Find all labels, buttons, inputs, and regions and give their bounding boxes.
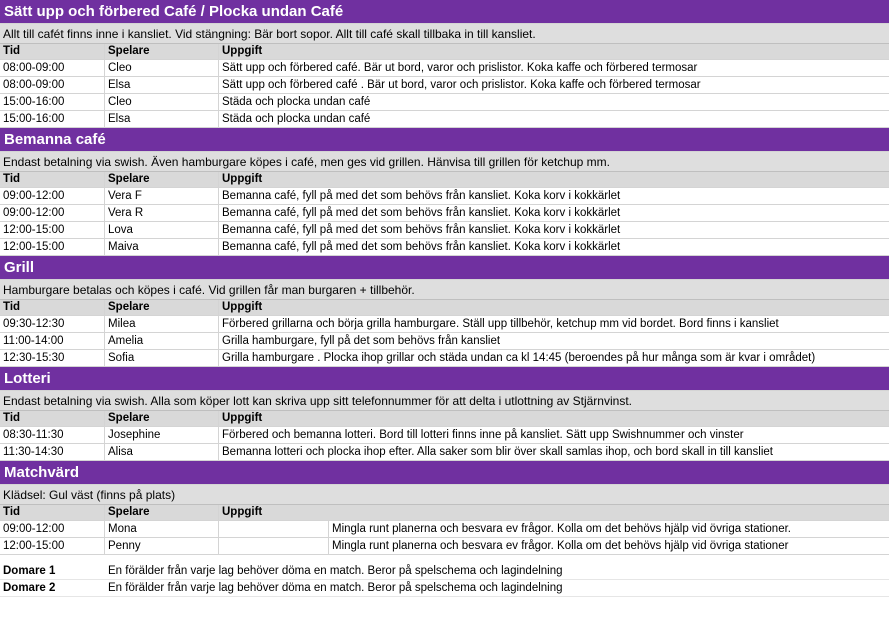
column-header-row — [0, 505, 889, 521]
table-row — [0, 239, 889, 256]
section-note[interactable]: Klädsel: Gul väst (finns på plats) — [0, 485, 889, 505]
cell-time[interactable]: 11:00-14:00 — [0, 333, 105, 349]
cell-task-split — [219, 538, 889, 554]
table-row — [0, 94, 889, 111]
cell-task[interactable]: Förbered grillarna och börja grilla hamburgare. Ställ upp tillbehör, ketchup mm vid bordet. Bord finns i kansliet — [222, 318, 779, 330]
cell-player[interactable]: Alisa — [105, 444, 219, 460]
cell-task[interactable]: Bemanna café, fyll på med det som behövs från kansliet. Koka korv i kokkärlet — [222, 224, 621, 236]
header-tid[interactable]: Tid — [0, 172, 105, 187]
cell-player[interactable]: Cleo — [105, 60, 219, 76]
header-spelare[interactable]: Spelare — [105, 300, 219, 315]
table-row — [0, 538, 889, 555]
cell-empty[interactable] — [219, 538, 329, 554]
column-header-row — [0, 172, 889, 188]
table-row — [0, 222, 889, 239]
cell-player[interactable]: Elsa — [105, 111, 219, 127]
cell-task[interactable]: Bemanna lotteri och plocka ihop efter. Alla saker som blir över skall samlas ihop, och bord skall in till kansliet — [222, 446, 773, 458]
cell-time[interactable]: 11:30-14:30 — [0, 444, 105, 460]
header-uppgift[interactable]: Uppgift — [222, 412, 263, 424]
cell-task[interactable]: Bemanna café, fyll på med det som behövs från kansliet. Koka korv i kokkärlet — [222, 190, 621, 202]
table-row — [0, 427, 889, 444]
referee-text[interactable]: En förälder från varje lag behöver döma en match. Beror på spelschema och lagindelning — [108, 565, 563, 577]
column-header-row — [0, 44, 889, 60]
cell-task[interactable]: Städa och plocka undan café — [222, 96, 371, 108]
referee-label[interactable]: Domare 2 — [3, 582, 56, 594]
table-row — [0, 111, 889, 128]
referee-text[interactable]: En förälder från varje lag behöver döma en match. Beror på spelschema och lagindelning — [108, 582, 563, 594]
cell-task[interactable]: Mingla runt planerna och besvara ev frågor. Kolla om det behövs hjälp vid övriga stationer — [332, 540, 789, 552]
cell-task[interactable]: Grilla hamburgare . Plocka ihop grillar och städa undan ca kl 14:45 (beroendes på hur många som är kvar i området) — [222, 352, 816, 364]
section-note[interactable]: Allt till cafét finns inne i kansliet. Vid stängning: Bär bort sopor. Allt till café skall tillbaka in till kansliet. — [0, 24, 889, 44]
header-uppgift[interactable]: Uppgift — [222, 173, 263, 185]
table-row — [0, 316, 889, 333]
cell-task[interactable]: Sätt upp och förbered café. Bär ut bord, varor och prislistor. Koka kaffe och förbered termosar — [222, 62, 698, 74]
referee-label[interactable]: Domare 1 — [3, 565, 56, 577]
cell-player[interactable]: Lova — [105, 222, 219, 238]
cell-player[interactable]: Vera F — [105, 188, 219, 204]
table-row — [0, 188, 889, 205]
cell-time[interactable]: 12:00-15:00 — [0, 538, 105, 554]
section-title[interactable]: Matchvärd — [0, 461, 889, 485]
cell-time[interactable]: 08:00-09:00 — [0, 77, 105, 93]
table-row — [0, 333, 889, 350]
cell-time[interactable]: 12:00-15:00 — [0, 222, 105, 238]
header-uppgift[interactable]: Uppgift — [222, 506, 263, 518]
header-spelare[interactable]: Spelare — [105, 172, 219, 187]
cell-time[interactable]: 09:00-12:00 — [0, 205, 105, 221]
section-title[interactable]: Bemanna café — [0, 128, 889, 152]
cell-time[interactable]: 15:00-16:00 — [0, 111, 105, 127]
header-uppgift[interactable]: Uppgift — [222, 301, 263, 313]
section-title[interactable]: Sätt upp och förbered Café / Plocka undan Café — [0, 0, 889, 24]
cell-task-split — [219, 521, 889, 537]
cell-task[interactable]: Bemanna café, fyll på med det som behövs från kansliet. Koka korv i kokkärlet — [222, 241, 621, 253]
column-header-row — [0, 411, 889, 427]
cell-player[interactable]: Amelia — [105, 333, 219, 349]
section-note[interactable]: Endast betalning via swish. Även hamburgare köpes i café, men ges vid grillen. Hänvisa till grillen för ketchup mm. — [0, 152, 889, 172]
header-spelare[interactable]: Spelare — [105, 44, 219, 59]
spacer-row — [0, 555, 889, 563]
cell-time[interactable]: 08:30-11:30 — [0, 427, 105, 443]
section-title[interactable]: Lotteri — [0, 367, 889, 391]
section-title[interactable]: Grill — [0, 256, 889, 280]
cell-time[interactable]: 08:00-09:00 — [0, 60, 105, 76]
cell-time[interactable]: 09:30-12:30 — [0, 316, 105, 332]
cell-task[interactable]: Bemanna café, fyll på med det som behövs från kansliet. Koka korv i kokkärlet — [222, 207, 621, 219]
header-tid[interactable]: Tid — [0, 505, 105, 520]
cell-time[interactable]: 12:00-15:00 — [0, 239, 105, 255]
table-row — [0, 60, 889, 77]
cell-task[interactable]: Förbered och bemanna lotteri. Bord till lotteri finns inne på kansliet. Sätt upp Swishnummer och vinster — [222, 429, 744, 441]
section-note[interactable]: Hamburgare betalas och köpes i café. Vid grillen får man burgaren + tillbehör. — [0, 280, 889, 300]
cell-player[interactable]: Penny — [105, 538, 219, 554]
cell-player[interactable]: Cleo — [105, 94, 219, 110]
cell-player[interactable]: Elsa — [105, 77, 219, 93]
cell-player[interactable]: Vera R — [105, 205, 219, 221]
cell-time[interactable]: 15:00-16:00 — [0, 94, 105, 110]
header-tid[interactable]: Tid — [0, 300, 105, 315]
cell-player[interactable]: Maiva — [105, 239, 219, 255]
table-row — [0, 205, 889, 222]
cell-player[interactable]: Milea — [105, 316, 219, 332]
referee-row — [0, 580, 889, 597]
cell-time[interactable]: 12:30-15:30 — [0, 350, 105, 366]
header-tid[interactable]: Tid — [0, 411, 105, 426]
cell-task[interactable]: Grilla hamburgare, fyll på det som behövs från kansliet — [222, 335, 501, 347]
table-row — [0, 521, 889, 538]
cell-empty[interactable] — [219, 521, 329, 537]
table-row — [0, 350, 889, 367]
header-uppgift[interactable]: Uppgift — [222, 45, 263, 57]
cell-player[interactable]: Josephine — [105, 427, 219, 443]
header-spelare[interactable]: Spelare — [105, 505, 219, 520]
cell-task[interactable]: Städa och plocka undan café — [222, 113, 371, 125]
cell-time[interactable]: 09:00-12:00 — [0, 521, 105, 537]
table-row — [0, 444, 889, 461]
column-header-row — [0, 300, 889, 316]
header-tid[interactable]: Tid — [0, 44, 105, 59]
cell-task[interactable]: Sätt upp och förbered café . Bär ut bord, varor och prislistor. Koka kaffe och förbered termosar — [222, 79, 701, 91]
cell-player[interactable]: Sofia — [105, 350, 219, 366]
cell-task[interactable]: Mingla runt planerna och besvara ev frågor. Kolla om det behövs hjälp vid övriga stationer. — [332, 523, 791, 535]
cell-time[interactable]: 09:00-12:00 — [0, 188, 105, 204]
section-note[interactable]: Endast betalning via swish. Alla som köper lott kan skriva upp sitt telefonnummer för att delta i utlottning av Stjärnvinst. — [0, 391, 889, 411]
cell-player[interactable]: Mona — [105, 521, 219, 537]
header-spelare[interactable]: Spelare — [105, 411, 219, 426]
table-row — [0, 77, 889, 94]
referee-row — [0, 563, 889, 580]
